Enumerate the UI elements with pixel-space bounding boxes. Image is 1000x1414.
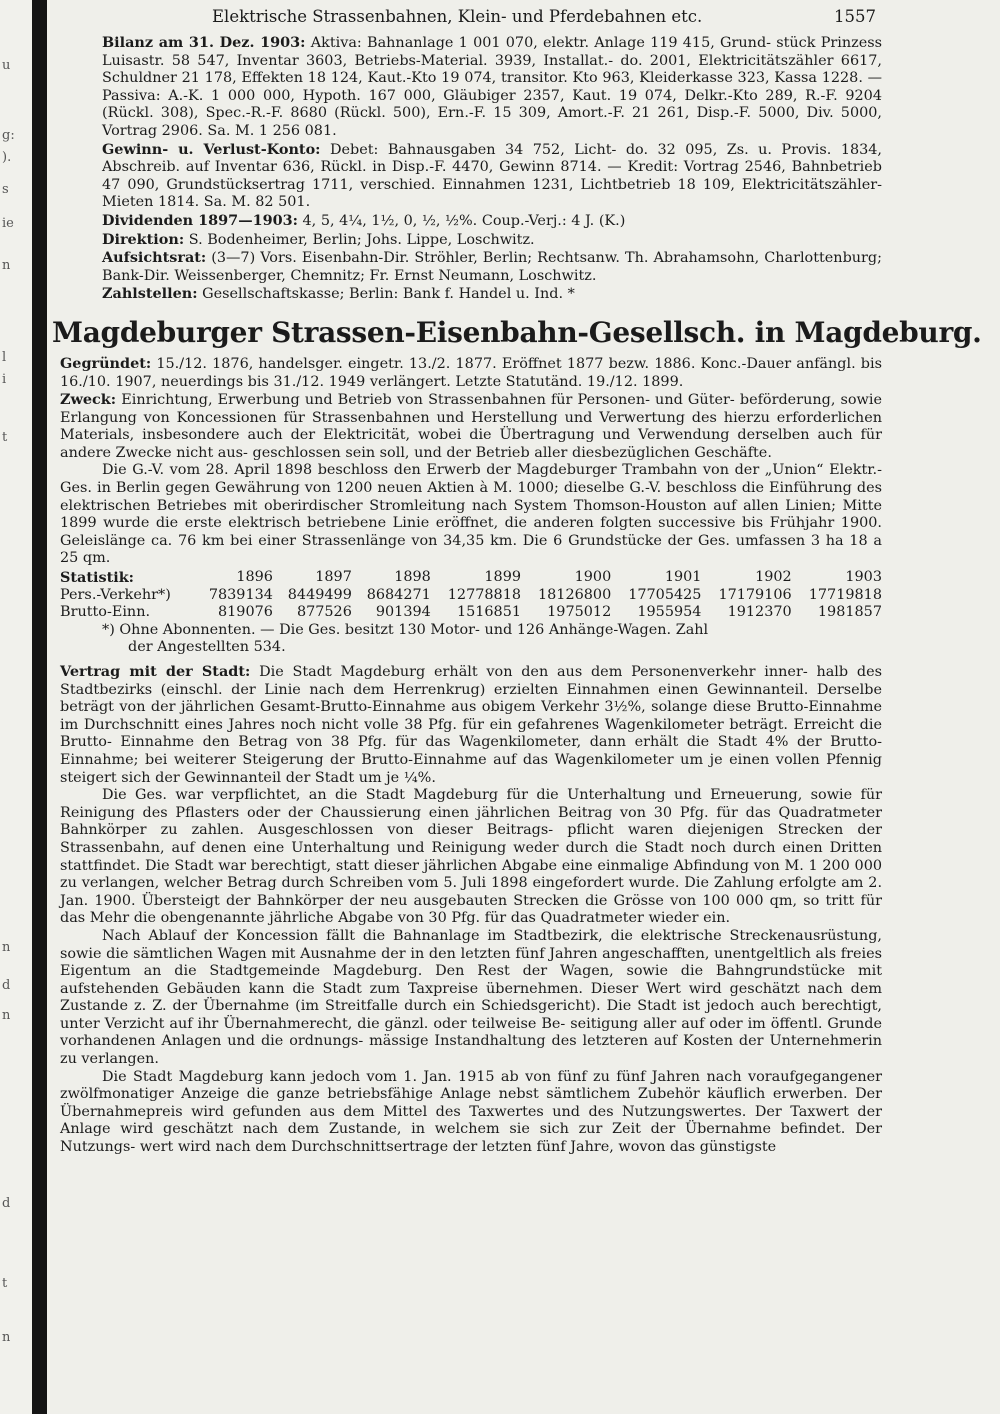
dividenden-label: Dividenden 1897—1903: — [102, 211, 298, 229]
margin-fragment: d — [2, 1196, 11, 1211]
table-row — [60, 569, 882, 587]
text-line: Gesellschaftskasse; Berlin: Bank f. Handel u. Ind. * — [202, 286, 575, 303]
margin-fragment: g: — [2, 128, 15, 143]
text-line: Den Rest der Wagen, sowie die Bahngrundstücke mit aufstehenden Gebäuden kann die — [60, 963, 882, 997]
text-line: Stromleitung nach System Thomson-Houston auf allen Linien; Mitte 1899 wurde die — [60, 497, 882, 532]
row-label: Brutto-Einn. — [60, 604, 151, 621]
year-cell: 1901 — [664, 569, 702, 586]
bilanz-label: Bilanz am 31. Dez. 1903: — [102, 34, 306, 51]
statistik-label: Statistik: — [60, 569, 134, 587]
text-line: wobei die Übertragung und Verwendung derselben auch für andere Zwecke nicht aus- — [60, 427, 883, 461]
text-line: Brutto-Einnahme; bei weiterer Steigerung der Brutto-Einnahme auf das Wagenkilometer — [60, 734, 882, 768]
text-line: Kleiderkasse 323, Kassa 1228. — Passiva: A.-K. 1 000 000, Hypoth. 167 000, Gläubiger 2357, — [102, 70, 882, 104]
zweck-label: Zweck: — [60, 391, 117, 409]
value-cell: 1981857 — [817, 604, 882, 621]
value-cell: 17179106 — [718, 586, 792, 603]
text-line: 18 109, Elektricitätszähler-Mieten 1814. Sa. M. 82 501. — [102, 176, 883, 211]
page-header — [60, 0, 882, 34]
text-line: Zahlung erfolgte am 2. Jan. 1900. Übersteigt der Bahnkörper der neu ausgebauten — [60, 875, 883, 909]
text-line: und Verwertung des hierzu erforderlichen Materials, insbesondere auch der Elektricität, — [60, 409, 882, 444]
text-line: Strecken die Grösse von 100 000 qm, so tritt für das Mehr die obengenannte jährliche — [60, 892, 882, 927]
margin-fragment: ). — [2, 150, 12, 165]
margin-fragment: u — [2, 58, 11, 73]
text-line: nach dem Zustande, in welchem sie sich zur Zeit der Übernahme befindet. Der Nutzungs- — [60, 1121, 882, 1156]
statistik-footnote — [60, 622, 882, 657]
running-title: Elektrische Strassenbahnen, Klein- und Pferdebahnen etc. — [212, 7, 703, 26]
text-line: pflicht waren diejenigen Strecken der Strassenbahn, auf denen eine Unterhaltung und — [60, 822, 882, 856]
margin-fragment: i — [2, 372, 7, 387]
margin-fragment: d — [2, 978, 11, 993]
text-line: Stadt zum Taxpreise übernehmen. Dieser Wert wird geschätzt nach dem Zustande — [60, 980, 882, 1015]
text-line: Jahren angeschafften, unentgeltlich als freies Eigentum an die Stadtgemeinde Magdeburg. — [60, 945, 882, 980]
text-line: Kaut. 19 074, Delkr.-Kto 289, R.-F. 9204 (Rückl. 308), Spec.-R.-F. 8680 (Rückl. 500), Ern.-F. — [102, 87, 882, 122]
text-line: Die Stadt Magdeburg kann jedoch vom 1. Jan. 1915 ab von fünf zu fünf Jahren — [102, 1068, 701, 1085]
text-line: obigem Verkehr 3½%, solange diese Brutto-Einnahme im Durchschnitt eines Jahres — [60, 699, 883, 733]
vertrag-label: Vertrag mit der Stadt: — [60, 663, 251, 680]
margin-fragment: l — [2, 350, 7, 365]
text-line: anfängl. bis 16./10. 1907, neuerdings bis 31./12. 1949 verlängert. Letzte Statutänd. 19./12. 1899. — [60, 355, 882, 390]
margin-fragment: s — [2, 182, 9, 197]
text-line: 15 309, Amort.-F. 21 261, Disp.-F. 5000, Div. 5000, Vortrag 2906. Sa. M. 1 256 081. — [102, 105, 882, 139]
aufsichtsrat-label: Aufsichtsrat: — [102, 249, 207, 267]
text-line: um je einen vollen Pfennig steigert sich der Gewinnanteil der Stadt um je ¼%. — [60, 751, 882, 786]
text-line: 30 Pfg. für das Quadratmeter Bahnkörper zu zahlen. Ausgeschlossen von dieser Beitrags- — [60, 804, 882, 839]
text-line: noch nicht volle 38 Pfg. für ein gefahrenes Wagenkilometer beträgt. Erreicht die Brutto- — [60, 716, 883, 751]
text-line: der Angestellten 534. — [128, 639, 286, 656]
year-cell: 1896 — [236, 569, 273, 586]
margin-fragment: n — [2, 258, 11, 273]
value-cell: 877526 — [296, 604, 352, 621]
value-cell: 1975012 — [547, 604, 612, 621]
text-line: Einrichtung, Erwerbung und Betrieb von Strassenbahnen für Personen- und Güter- — [121, 392, 735, 409]
value-cell: 12778818 — [447, 586, 522, 603]
year-cell: 1903 — [845, 569, 882, 586]
text-line: wert wird nach dem Durchschnittsertrage der letzten fünf Jahre, wovon das günstigste — [139, 1139, 777, 1156]
text-line: sowie für Reinigung des Pflasters oder der Chaussierung einen jährlichen Beitrag von — [60, 787, 882, 821]
page-number: 1557 — [834, 7, 876, 26]
company-entry — [60, 355, 882, 1157]
value-cell: 17705425 — [628, 586, 702, 603]
unterhaltung-paragraph — [60, 787, 882, 928]
gegruendet-label: Gegründet: — [60, 354, 152, 372]
value-cell: 8449499 — [287, 586, 352, 603]
gewinn-label: Gewinn- u. Verlust-Konto: — [102, 140, 321, 158]
margin-fragment: n — [2, 1330, 11, 1345]
text-line: 4, 5, 4¼, 1½, 0, ½, ½%. Coup.-Verj.: 4 J. (K.) — [302, 212, 626, 229]
text-line: Einnahme den Betrag von 38 Pfg. für das Wagenkilometer, dann erhält die Stadt 4% der — [120, 734, 822, 751]
year-cell: 1898 — [394, 569, 431, 586]
value-cell: 1912370 — [727, 604, 792, 621]
text-line: einen Gewinnanteil. Derselbe beträgt von der jährlichen Gesamt-Brutto-Einnahme aus — [60, 681, 883, 716]
text-line: z. Z. der Übernahme (im Streitfalle durch ein Schiedsgericht). Die Stadt ist jedoch — [134, 998, 755, 1015]
text-line: Die G.-V. vom 28. April 1898 beschloss den Erwerb der Magdeburger Trambahn von — [102, 462, 729, 479]
text-line: seitigung aller auf oder im öffentl. Grunde vorhandenen Anlagen und die ordnungs- — [60, 1015, 883, 1050]
text-line: beförderung, sowie Erlangung von Koncessionen für Strassenbahnen und Herstellung — [60, 392, 882, 426]
text-line: Die Stadt Magdeburg erhält von den aus dem Personenverkehr inner- — [259, 664, 808, 680]
text-line: S. Bodenheimer, Berlin; Johs. Lippe, Loschwitz. — [188, 231, 535, 248]
ablauf-paragraph — [60, 928, 882, 1069]
text-line: verlangen, welcher Betrag durch Schreiben vom 5. Juli 1898 eingefordert wurde. Die — [81, 875, 709, 892]
text-line: 15./12. 1876, handelsger. eingetr. 13./2. 1877. Eröffnet 1877 bezw. 1886. Konc.-Dauer — [156, 355, 792, 372]
value-cell: 901394 — [375, 604, 431, 621]
text-line: umfassen 3 ha 18 a 25 qm. — [60, 532, 882, 567]
gv-paragraph — [60, 462, 882, 568]
value-cell: 819076 — [218, 604, 273, 621]
value-cell: 7839134 — [208, 586, 273, 603]
text-line: nach voraufgegangener zwölfmonatiger Anzeige die ganze betriebsfähige Anlage nebst — [60, 1068, 882, 1103]
text-line: auch berechtigt, unter Verzicht auf ihr Übernahmerecht, die gänzl. oder teilweise Be- — [60, 998, 883, 1032]
text-line: Geleislänge ca. 76 km bei einer Strassenlänge von 34,35 km. Die 6 Grundstücke der Ges. — [60, 532, 730, 549]
text-line: Nach Ablauf der Koncession fällt die Bahnanlage im Stadtbezirk, die elektrische — [102, 927, 722, 944]
margin-fragment: t — [2, 1276, 8, 1291]
zweck-section — [60, 391, 882, 462]
value-cell: 1516851 — [456, 604, 522, 621]
company-title: Magdeburger Strassen-Eisenbahn-Gesellsch. in Magdeburg. — [52, 315, 982, 349]
text-line: Die Ges. war verpflichtet, an die Stadt Magdeburg für die Unterhaltung und Erneuerung, — [102, 787, 803, 804]
text-line: Streckenausrüstung, sowie die sämtlichen Wagen mit Ausnahme der in den letzten fünf — [60, 927, 882, 962]
text-line: *) Ohne Abonnenten. — Die Ges. besitzt 130 Motor- und 126 Anhänge-Wagen. Zahl — [102, 621, 709, 638]
dividenden-section — [60, 212, 882, 231]
vertrag-section — [60, 663, 882, 787]
statistik-table — [60, 569, 882, 622]
margin-fragment: ie — [2, 216, 14, 231]
margin-fragment: t — [2, 430, 8, 445]
gegruendet-section — [60, 355, 882, 391]
text-line: Elektricitätszähler 6617, Schuldner 21 178, Effekten 18 124, Kaut.-Kto 19 074, transitor. Kto 963, — [102, 52, 882, 87]
text-line: Aktiva: Bahnanlage 1 001 070, elektr. Anlage 119 415, Grund- — [310, 35, 772, 51]
value-cell: 1955954 — [637, 604, 702, 621]
text-line: geschlossen sein soll, und der Betrieb aller diesbezüglichen Geschäfte. — [252, 444, 772, 461]
value-cell: 8684271 — [366, 586, 431, 603]
text-line: sämtlichem Zubehör käuflich erwerben. Der Übernahmepreis wird gefunden aus dem — [60, 1086, 883, 1120]
table-row — [60, 587, 882, 605]
text-line: mässige Instandhaltung des letzteren auf Kosten der Unternehmerin zu verlangen. — [60, 1033, 882, 1068]
text-line: berechtigt, statt dieser jährlichen Abgabe eine einmalige Abfindung von M. 1 200 000 zu — [60, 857, 883, 892]
text-line: Reinigung weder durch die Stadt noch durch einen Dritten stattfindet. Die Stadt war — [60, 839, 882, 874]
book-page — [52, 0, 982, 1414]
year-cell: 1897 — [315, 569, 352, 586]
aufsichtsrat-section — [60, 249, 882, 285]
text-line: dieselbe G.-V. beschloss die Einführung des elektrischen Betriebes mit oberirdischer — [60, 480, 882, 514]
text-line: (3—7) Vors. Eisenbahn-Dir. Ströhler, Berlin; Rechtsanw. Th. Abrahamsohn, — [211, 250, 760, 267]
text-line: halb des Stadtbezirks (einschl. der Linie nach dem Herrenkrug) erzielten Einnahmen — [60, 664, 882, 698]
zahlstellen-label: Zahlstellen: — [102, 285, 198, 303]
value-cell: 18126800 — [538, 586, 612, 603]
margin-fragment: n — [2, 940, 11, 955]
text-line: Debet: Bahnausgaben 34 752, Licht- do. 32 095, Zs. u. Provis. — [329, 141, 832, 158]
text-line: Mittel des Taxwertes und des Nutzungswertes. Der Taxwert der Anlage wird geschätzt — [60, 1103, 882, 1138]
text-line: Charlottenburg; Bank-Dir. Weissenberger, Chemnitz; Fr. Ernst Neumann, Loschwitz. — [102, 250, 882, 284]
book-gutter-shadow — [32, 0, 47, 1414]
table-row — [60, 604, 882, 622]
year-cell: 1899 — [484, 569, 522, 586]
zahlstellen-section — [60, 285, 882, 304]
value-cell: 17719818 — [808, 586, 882, 603]
text-line: erste elektrisch betriebene Linie eröffnet, die anderen folgten successive bis Frühjahr 1900. — [184, 515, 882, 532]
margin-fragment: n — [2, 1008, 11, 1023]
bilanz-section — [60, 34, 882, 141]
direktion-label: Direktion: — [102, 230, 185, 248]
text-line: der „Union“ Elektr.-Ges. in Berlin gegen Gewährung von 1200 neuen Aktien à M. 1000; — [60, 462, 882, 497]
year-cell: 1900 — [574, 569, 612, 586]
previous-company-entry — [60, 34, 882, 304]
text-line: Abgabe von 30 Pfg. für das Quadratmeter wieder ein. — [338, 910, 731, 927]
direktion-section — [60, 231, 882, 250]
left-page-edge — [0, 0, 50, 1414]
text-line: 2546, Bahnbetrieb 47 090, Grundstücksertrag 1711, verschied. Einnahmen 1231, Lichtbetrieb — [102, 159, 883, 193]
text-line: stück Prinzess Luisastr. 58 547, Inventar 3603, Betriebs-Material. 3939, Installat.- do. 2001, — [102, 35, 882, 69]
gewinn-section — [60, 141, 882, 212]
year-cell: 1902 — [755, 569, 792, 586]
row-label: Pers.-Verkehr*) — [60, 586, 171, 603]
uebernahme-paragraph — [60, 1069, 882, 1157]
text-line: 1834, Abschreib. auf Inventar 636, Rückl. in Disp.-F. 4470, Gewinn 8714. — Kredit: Vortrag — [102, 141, 883, 176]
